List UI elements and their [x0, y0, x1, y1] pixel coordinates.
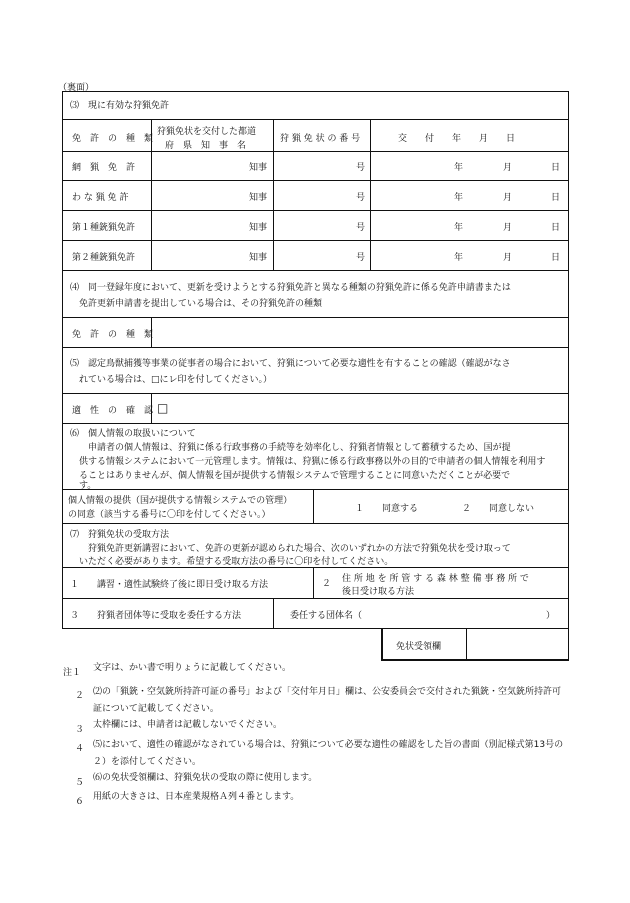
- section-6-title: ⑹ 個人情報の取扱いについて: [70, 429, 196, 439]
- row-day: 日: [551, 163, 561, 173]
- section-7-text-line2: いただく必要があります。希望する受取方法の番号に〇印を付してください。: [79, 557, 394, 567]
- row-year: 年: [454, 253, 464, 263]
- entrust-organization-close: ）: [546, 611, 556, 621]
- row-day: 日: [551, 223, 561, 233]
- note-number: 注１: [63, 668, 82, 678]
- note-number: ５: [75, 778, 85, 788]
- section-6-text-line3: ることはありませんが、個人情報を国が提供する情報システムで管理することに同意いただくことが必要で: [79, 471, 511, 481]
- row-governor-suffix: 知事: [248, 163, 267, 173]
- row-kind-net: 網 猟 免 許: [72, 163, 136, 173]
- section-6-text-line2: 供する情報システムにおいて一元管理します。情報は、狩猟に係る行政事務以外の目的で申請者の個人情報を利用す: [79, 457, 546, 467]
- row-governor-suffix: 知事: [248, 223, 267, 233]
- header-governor-line1: 狩猟免状を交付した都道: [157, 127, 257, 137]
- receive-option-same-day[interactable]: １ 講習・適性試験終了後に即日受け取る方法: [70, 580, 269, 590]
- row-year: 年: [454, 163, 464, 173]
- section-3-title: ⑶ 現に有効な狩猟免許: [70, 101, 170, 111]
- receipt-column-label: 免状受領欄: [396, 642, 442, 652]
- row-year: 年: [454, 223, 464, 233]
- row-day: 日: [551, 253, 561, 263]
- receive-option-office-line1[interactable]: 住 所 地 を 所 管 す る 森 林 整 備 事 務 所 で: [342, 574, 529, 584]
- note-text: 文字は、かい書で明りょうに記載してください。: [93, 663, 292, 673]
- row-month: 月: [503, 253, 513, 263]
- receive-option-office-line2[interactable]: 後日受け取る方法: [342, 587, 415, 597]
- note-text: 太枠欄には、申請者は記載しないでください。: [93, 720, 283, 730]
- consent-option-disagree[interactable]: ２ 同意しない: [462, 504, 535, 514]
- section-6-text-line4: す。: [79, 481, 97, 491]
- row-month: 月: [503, 193, 513, 203]
- note-text: ⑹の免状受領欄は、狩猟免状の受取の際に使用します。: [93, 773, 318, 783]
- page-side-label: （裏面）: [58, 83, 95, 93]
- consent-label-line1: 個人情報の提供（国が提供する情報システムでの管理）: [68, 496, 293, 506]
- row-kind-trap: わ な 猟 免 許: [72, 193, 129, 203]
- row-governor-suffix: 知事: [248, 253, 267, 263]
- section-4-line1: ⑷ 同一登録年度において、更新を受けようとする狩猟免許と異なる種類の狩猟免許に係る免許申請書または: [70, 283, 511, 293]
- row-number-suffix: 号: [355, 253, 365, 263]
- header-license-kind: 免 許 の 種 類: [72, 134, 154, 144]
- row-kind-gun2: 第２種銃猟免許: [72, 253, 136, 263]
- note-text: 用紙の大きさは、日本産業規格Ａ列４番とします。: [93, 792, 300, 802]
- section-7-text-line1: 狩猟免許更新講習において、免許の更新が認められた場合、次のいずれかの方法で狩猟免状を受け取って: [88, 544, 511, 554]
- consent-option-agree[interactable]: １ 同意する: [355, 504, 419, 514]
- row-month: 月: [503, 223, 513, 233]
- row-year: 年: [454, 193, 464, 203]
- other-license-kind-field[interactable]: [156, 320, 564, 344]
- entrust-organization-label: 委任する団体名（: [290, 611, 363, 621]
- row-number-suffix: 号: [355, 163, 365, 173]
- consent-label-line2: の同意（該当する番号に〇印を付してください。）: [68, 510, 271, 520]
- note-number: ６: [75, 797, 85, 807]
- note-text: ⑵の「猟銃・空気銃所持許可証の番号」および「交付年月日」欄は、公安委員会で交付された猟銃・空気銃所持許可証について記載してください。: [93, 687, 562, 714]
- section-6-text-line1: 申請者の個人情報は、狩猟に係る行政事務の手続等を効率化し、狩猟者情報として蓄積するため、国が提: [88, 443, 511, 453]
- section-5-line1: ⑸ 認定鳥獣捕獲等事業の従事者の場合において、狩猟について必要な適性を有することの確認（確認がなさ: [70, 359, 511, 369]
- row-kind-gun1: 第１種銃猟免許: [72, 223, 136, 233]
- other-license-kind-label: 免 許 の 種 類: [72, 330, 154, 340]
- note-number: ２: [75, 691, 85, 701]
- row-day: 日: [551, 193, 561, 203]
- row-number-suffix: 号: [355, 193, 365, 203]
- row-governor-suffix: 知事: [248, 193, 267, 203]
- aptitude-confirm-label: 適 性 の 確 認: [72, 406, 154, 416]
- header-issue-date: 交 付 年 月 日: [398, 134, 516, 144]
- row-number-suffix: 号: [355, 223, 365, 233]
- note-number: ４: [75, 744, 85, 754]
- entrust-organization-field[interactable]: [374, 602, 542, 624]
- section-7-title: ⑺ 狩猟免状の受取方法: [70, 530, 170, 540]
- note-number: ３: [75, 725, 85, 735]
- row-month: 月: [503, 163, 513, 173]
- section-4-line2: 免許更新申請書を提出している場合は、その狩猟免許の種類: [79, 299, 323, 309]
- note-text: ⑸において、適性の確認がなされている場合は、狩猟について必要な適性の確認をした旨の書面（別記様式第13号の２）を添付してください。: [93, 740, 564, 767]
- aptitude-checkbox[interactable]: □: [157, 401, 169, 415]
- section-5-line2: れている場合は、□にレ印を付してください。）: [79, 375, 273, 385]
- receive-option-entrust[interactable]: ３ 狩猟者団体等に受取を委任する方法: [70, 611, 242, 621]
- header-governor-line2: 府 県 知 事 名: [165, 141, 247, 151]
- receive-option-office-number[interactable]: ２: [322, 579, 332, 589]
- header-license-number: 狩 猟 免 状 の 番 号: [280, 134, 361, 144]
